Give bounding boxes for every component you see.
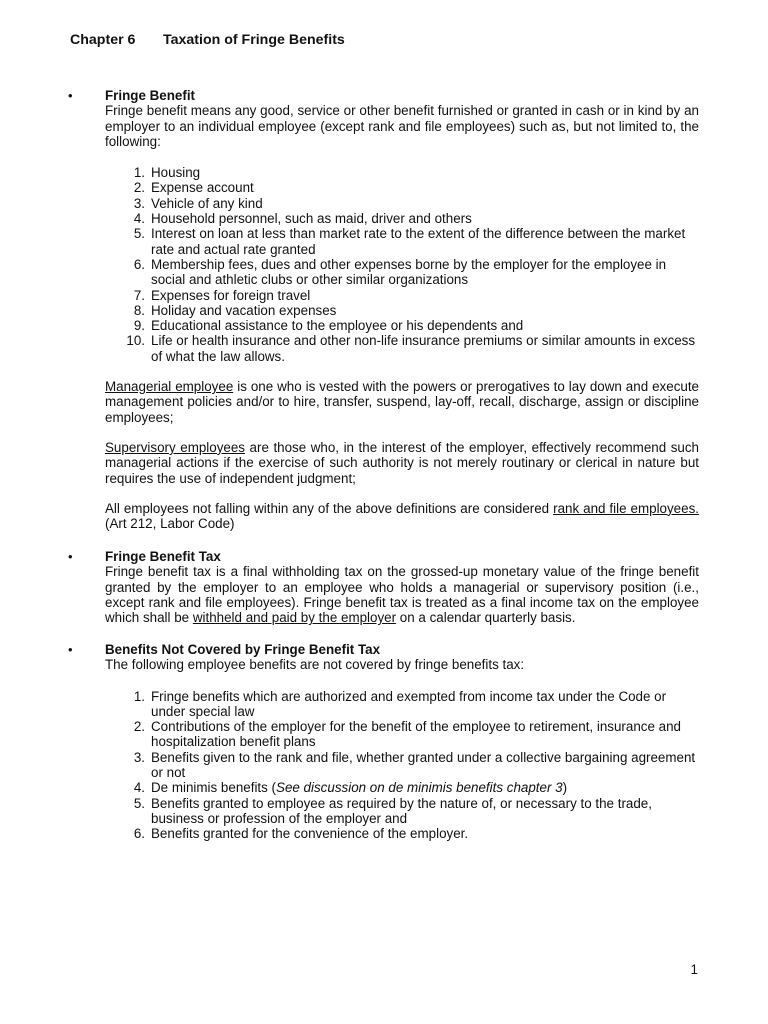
list-number: 6.	[133, 256, 145, 272]
list-text: Housing	[151, 165, 201, 181]
list-number: 4.	[133, 211, 145, 227]
page-number: 1	[690, 962, 698, 977]
list-item	[105, 196, 699, 211]
supervisory-employee-definition	[105, 440, 699, 486]
list-text: Household personnel, such as maid, driver and others	[151, 211, 472, 227]
list-item	[105, 211, 699, 226]
list-item	[105, 257, 699, 288]
not-covered-list	[105, 689, 699, 842]
list-text: Expense account	[151, 180, 254, 196]
withheld-paid-term: withheld and paid by the employer	[192, 610, 397, 626]
list-item	[105, 165, 699, 180]
list-number: 3.	[133, 195, 145, 211]
fringe-benefit-definition: Fringe benefit means any good, service or other benefit furnished or granted in cash or in kind by an employer to an individual employee (except rank and file employees) such as, but not limited to, the following:	[105, 103, 699, 149]
list-text: Fringe benefits which are authorized and exempted from income tax under the Code or under special law	[151, 688, 667, 719]
supervisory-employee-term: Supervisory employees	[105, 439, 245, 455]
de-minimis-reference: See discussion on de minimis benefits chapter 3	[276, 780, 563, 796]
rank-and-file-definition	[105, 501, 699, 532]
list-number: 3.	[133, 749, 145, 765]
fringe-benefit-list	[105, 165, 699, 364]
list-item	[105, 826, 699, 841]
list-item	[105, 288, 699, 303]
list-text-end: )	[562, 780, 568, 796]
list-text: Benefits given to the rank and file, whether granted under a collective bargaining agreement or not	[151, 749, 696, 781]
list-item	[105, 689, 699, 720]
list-number: 1.	[133, 165, 145, 181]
list-number: 1.	[133, 688, 145, 704]
chapter-heading	[70, 33, 345, 48]
section-heading: Fringe Benefit Tax	[105, 549, 221, 564]
list-item	[105, 780, 699, 795]
tax-text-end: on a calendar quarterly basis.	[396, 610, 576, 626]
rank-and-file-text: All employees not falling within any of the above definitions are considered	[105, 500, 554, 516]
list-number: 2.	[133, 180, 145, 196]
bullet-icon: •	[68, 88, 73, 103]
labor-code-reference: (Art 212, Labor Code)	[105, 516, 235, 532]
tax-text: Fringe benefit tax is a final withholding tax on the grossed-up monetary value of the fringe benefit granted by the employer to an employee who holds a managerial or supervisory position (i.e., except rank and file employees). Fringe benefit tax is treated as a final income tax on the employee which shall be	[105, 564, 699, 626]
rank-and-file-term: rank and file employees.	[553, 500, 699, 516]
managerial-employee-definition	[105, 379, 699, 425]
list-text: Benefits granted to employee as required by the nature of, or necessary to the trade, business or profession of the employer and	[151, 795, 652, 826]
list-number: 6.	[133, 826, 145, 842]
list-text: Expenses for foreign travel	[151, 287, 311, 303]
list-text: De minimis benefits (	[151, 780, 277, 796]
list-number: 10.	[126, 333, 145, 349]
list-item	[105, 719, 699, 750]
list-number: 9.	[133, 318, 145, 334]
list-text: Life or health insurance and other non-life insurance premiums or similar amounts in excess of what the law allows.	[151, 333, 696, 364]
list-text: Interest on loan at less than market rate to the extent of the difference between the market rate and actual rate granted	[151, 226, 686, 257]
section-heading: Fringe Benefit	[105, 88, 196, 103]
list-item	[105, 318, 699, 333]
bullet-icon: •	[68, 642, 73, 657]
managerial-employee-text: is one who is vested with the powers or prerogatives to lay down and execute management policies and/or to hire, transfer, suspend, lay-off, recall, discharge, assign or discipline employees;	[105, 379, 699, 425]
list-number: 4.	[133, 780, 145, 796]
section-fringe-benefit-tax	[68, 549, 699, 626]
managerial-employee-term: Managerial employee	[105, 379, 234, 395]
list-text: Contributions of the employer for the benefit of the employee to retirement, insurance and hospitalization benefit plans	[151, 719, 681, 750]
list-number: 5.	[133, 226, 145, 242]
bullet-icon: •	[68, 549, 73, 564]
section-fringe-benefit	[68, 88, 699, 532]
list-item	[105, 750, 699, 781]
list-number: 2.	[133, 719, 145, 735]
chapter-number: Chapter 6	[70, 32, 136, 48]
list-item	[105, 180, 699, 195]
list-text: Membership fees, dues and other expenses borne by the employer for the employee in social and athletic clubs or other similar organizations	[151, 256, 667, 288]
list-text: Vehicle of any kind	[151, 195, 263, 211]
list-item	[105, 303, 699, 318]
list-item	[105, 226, 699, 257]
list-item	[105, 333, 699, 364]
list-item	[105, 796, 699, 827]
fringe-benefit-tax-text	[105, 564, 699, 625]
chapter-title: Taxation of Fringe Benefits	[163, 32, 345, 48]
list-number: 7.	[133, 287, 145, 303]
supervisory-employee-text: are those who, in the interest of the employer, effectively recommend such managerial actions if the exercise of such authority is not merely routinary or clerical in nature but requires the use of independent judgment;	[105, 439, 699, 486]
list-text: Educational assistance to the employee or his dependents and	[151, 318, 524, 334]
list-number: 5.	[133, 795, 145, 811]
section-heading: Benefits Not Covered by Fringe Benefit Tax	[105, 642, 381, 657]
list-text: Benefits granted for the convenience of the employer.	[151, 826, 469, 842]
list-number: 8.	[133, 302, 145, 318]
not-covered-intro: The following employee benefits are not covered by fringe benefits tax:	[105, 657, 525, 673]
list-text: Holiday and vacation expenses	[151, 302, 337, 318]
section-benefits-not-covered	[68, 642, 699, 842]
